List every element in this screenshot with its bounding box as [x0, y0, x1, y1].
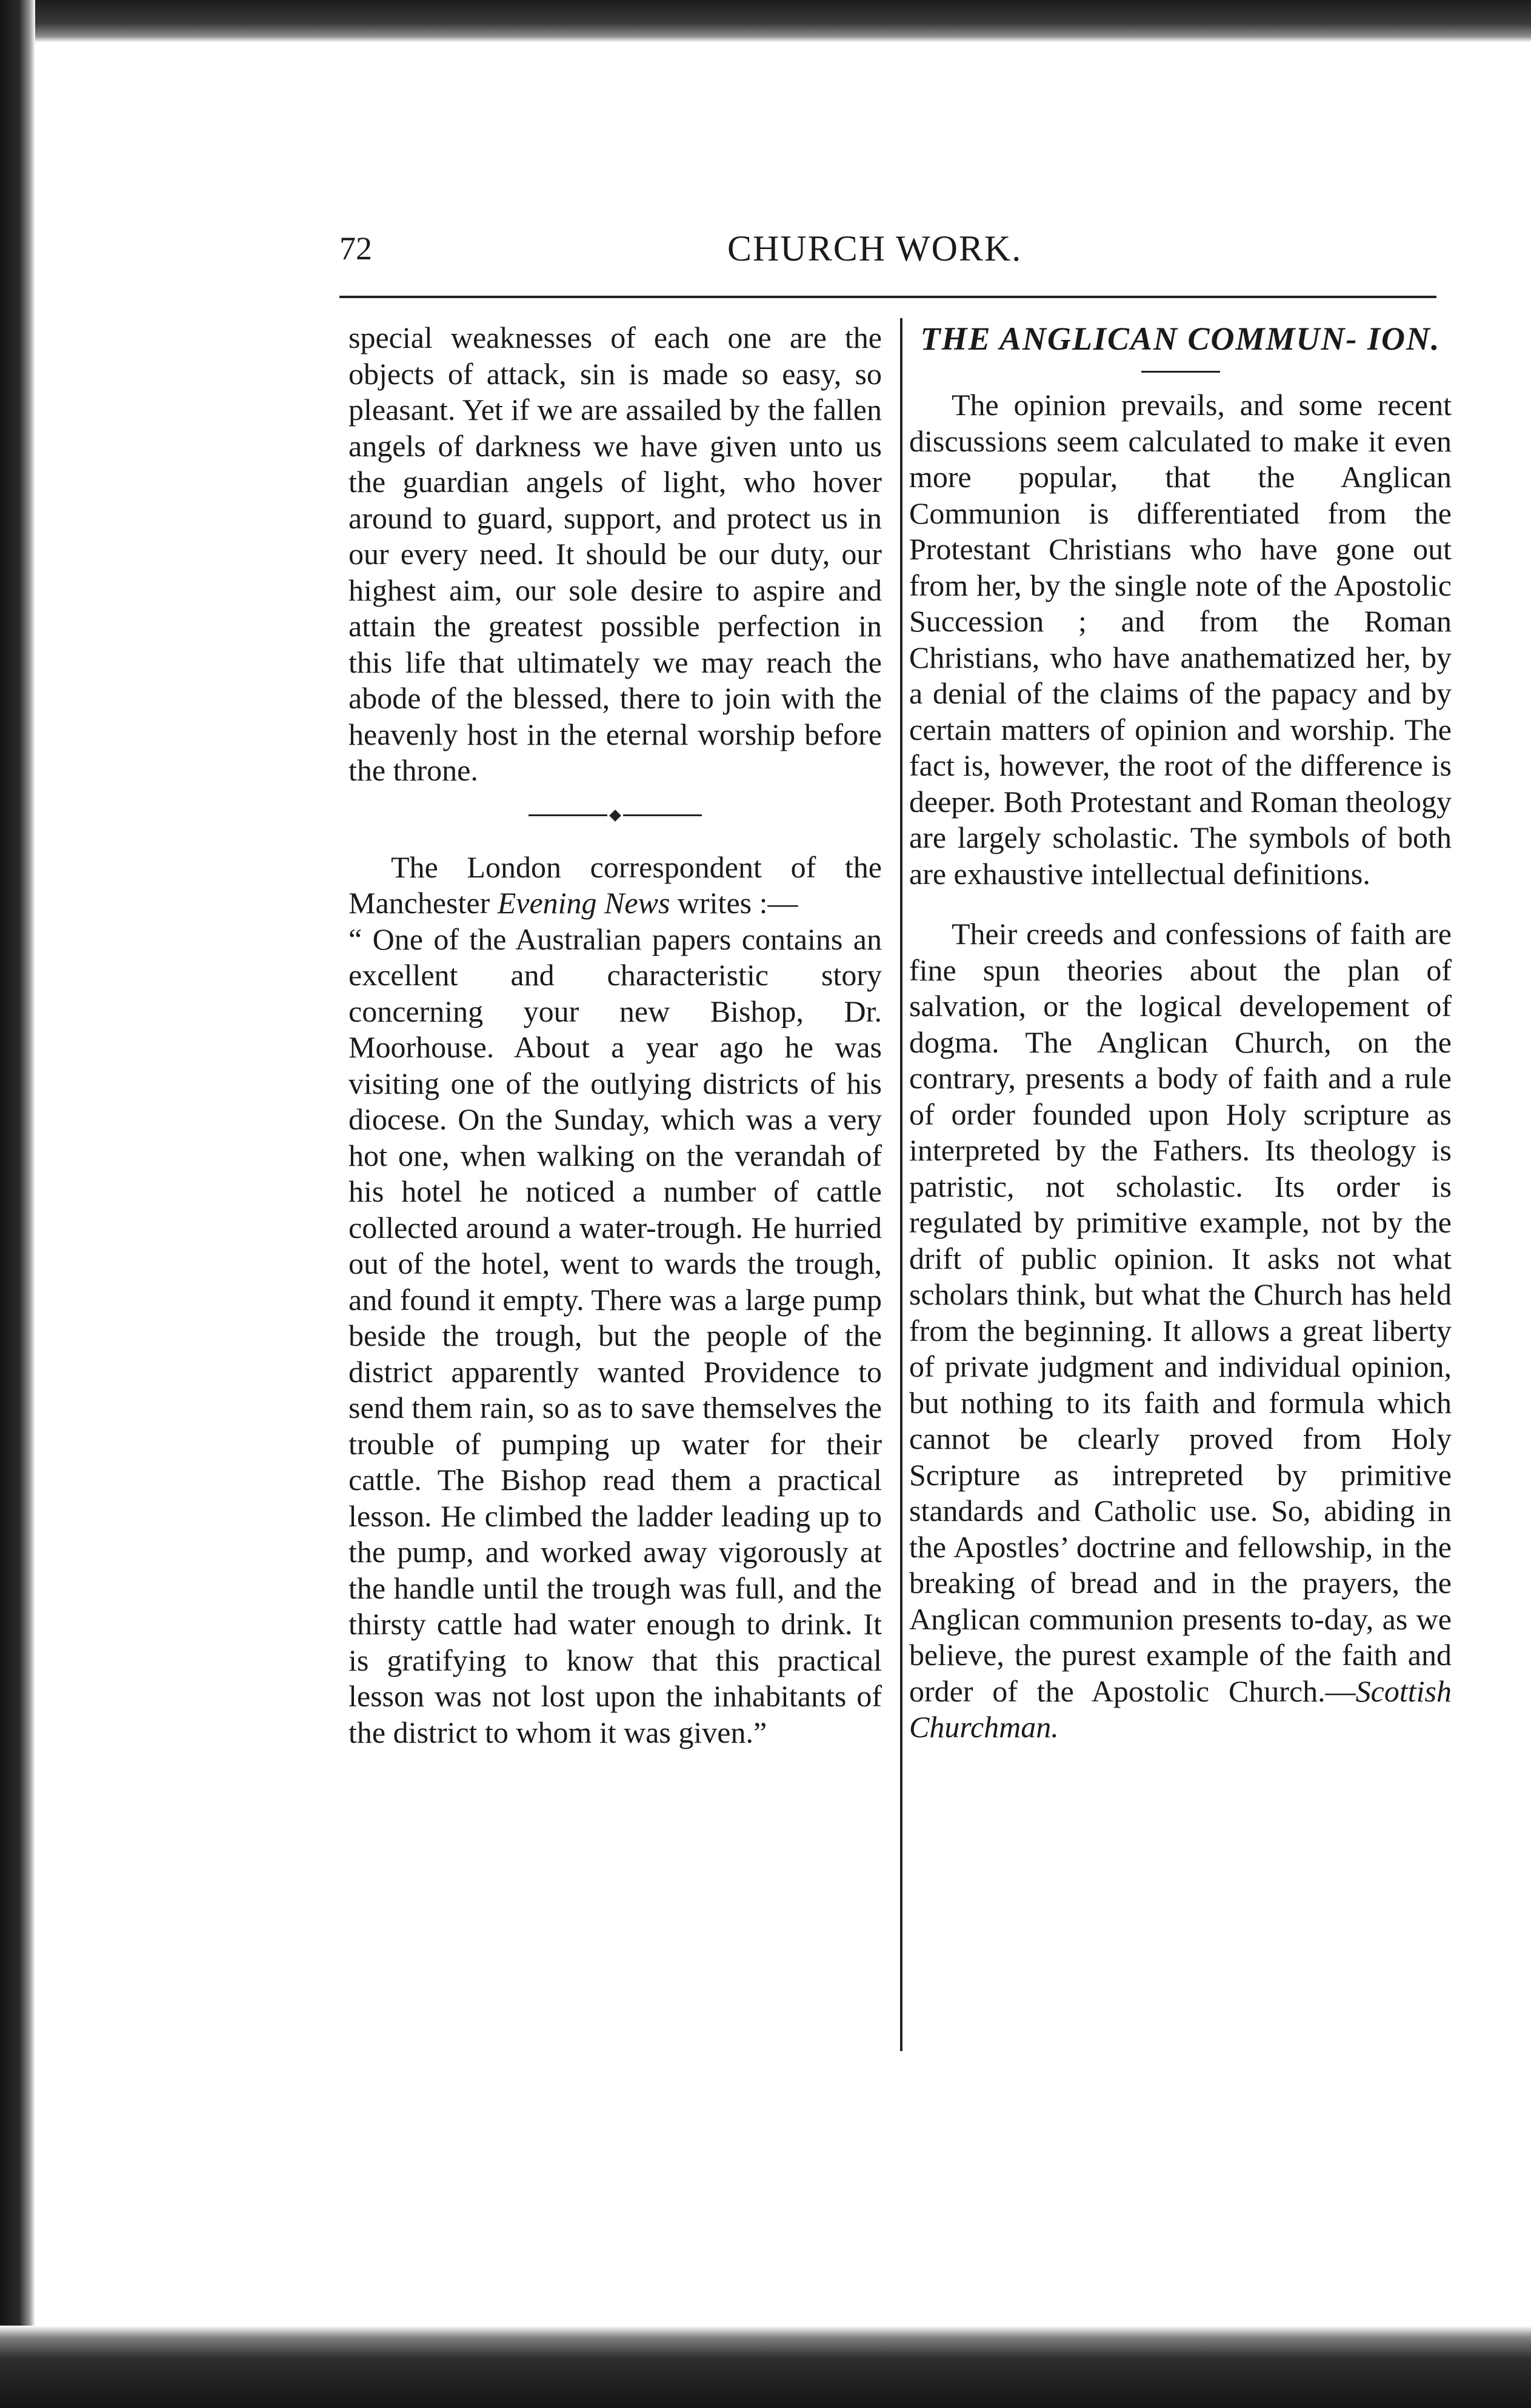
scan-border-left — [0, 0, 35, 2408]
scan-border-top — [0, 0, 1531, 42]
intro-text: The London correspondent of the Manchester — [349, 850, 882, 920]
continued-paragraph: special weaknesses of each one are the objects of attack, sin is made so easy, so pleasant. Yet if we are assailed by the fallen angels of darkness we have given unto us the guardian angels of light, who hover around to guard, support, and protect us in our every need. It should be our duty, our highest aim, our sole desire to aspire and attain the greatest possible perfection in this life that ultimately we may reach the abode of the blessed, there to join with the heavenly host in the eternal worship before the throne. — [349, 321, 882, 787]
article-title: THE ANGLICAN COMMUN- ION. — [920, 321, 1441, 357]
running-head: CHURCH WORK. — [727, 228, 1022, 268]
bishop-story-paragraph: “ One of the Australian papers contains an excellent and characteristic story concerning your new Bishop, Dr. Moorhouse. About a year ago he was visiting one of the outlying districts of his diocese. On the Sunday, which was a very hot one, when walking on the verandah of his hotel he noticed a number of cattle collected around a water-trough. He hurried out of the hotel, went to wards the trough, and found it empty. There was a large pump beside the trough, but the people of the district apparently wanted Providence to send them rain, so as to save themselves the trouble of pumping up water for their cattle. The Bishop read them a practical lesson. He climbed the ladder leading up to the pump, and worked away vigorously at the handle until the trough was full, and the thirsty cattle had water enough to drink. It is gratifying to know that this practical lesson was not lost upon the inhabitants of the district to whom it was given.” — [349, 922, 882, 1749]
diamond-icon — [609, 810, 621, 822]
article-paragraph-2-text: Their creeds and confessions of faith are fine spun theories about the plan of salvation, or the logical developement of dogma. The Anglican Church, on the contrary, presents a body of faith and a rule of order founded upon Holy scripture as interpreted by the Fathers. Its theology is patristic, not scholastic. Its order is regulated by primitive example, not by the drift of public opinion. It asks not what scholars think, but what the Church has held from the beginning. It allows a great liberty of private judgment and individual opinion, but nothing to its faith and formula which cannot be clearly proved from Holy Scripture as intrepreted by primitive standards and Catholic use. So, abiding in the Apostles’ doctrine and fellowship, in the breaking of bread and in the prayers, the Anglican communion presents to-day, as we believe, the purest example of the faith and order of the Apostolic Church.— — [909, 917, 1452, 1708]
intro-writes: writes :— — [677, 886, 798, 920]
section-ornament — [349, 797, 882, 834]
ornament-line-left — [529, 814, 607, 816]
correspondent-intro — [349, 850, 882, 922]
page-header — [339, 221, 1436, 276]
right-column — [909, 320, 1452, 1746]
left-column — [349, 320, 882, 1751]
source-citation: Scottish Churchman. — [909, 1674, 1452, 1744]
column-divider — [900, 318, 902, 2051]
page-number: 72 — [339, 230, 372, 267]
title-rule — [1141, 371, 1220, 373]
article-paragraph-2 — [909, 916, 1452, 1746]
newspaper-name: Evening News — [497, 886, 670, 920]
ornament-line-right — [623, 814, 702, 816]
article-paragraph-1: The opinion prevails, and some recent discussions seem calculated to make it even more popular, that the Anglican Communion is differentiated from the Protestant Christians who have gone out from her, by the single note of the Apostolic Succession ; and from the Roman Christians, who have anathematized her, by a denial of the claims of the papacy and by certain matters of opinion and worship. The fact is, however, the root of the difference is deeper. Both Protestant and Roman theology are largely scholastic. The symbols of both are exhaustive intellectual definitions. — [909, 388, 1452, 891]
scan-border-bottom — [0, 2326, 1531, 2408]
header-rule — [339, 296, 1436, 298]
